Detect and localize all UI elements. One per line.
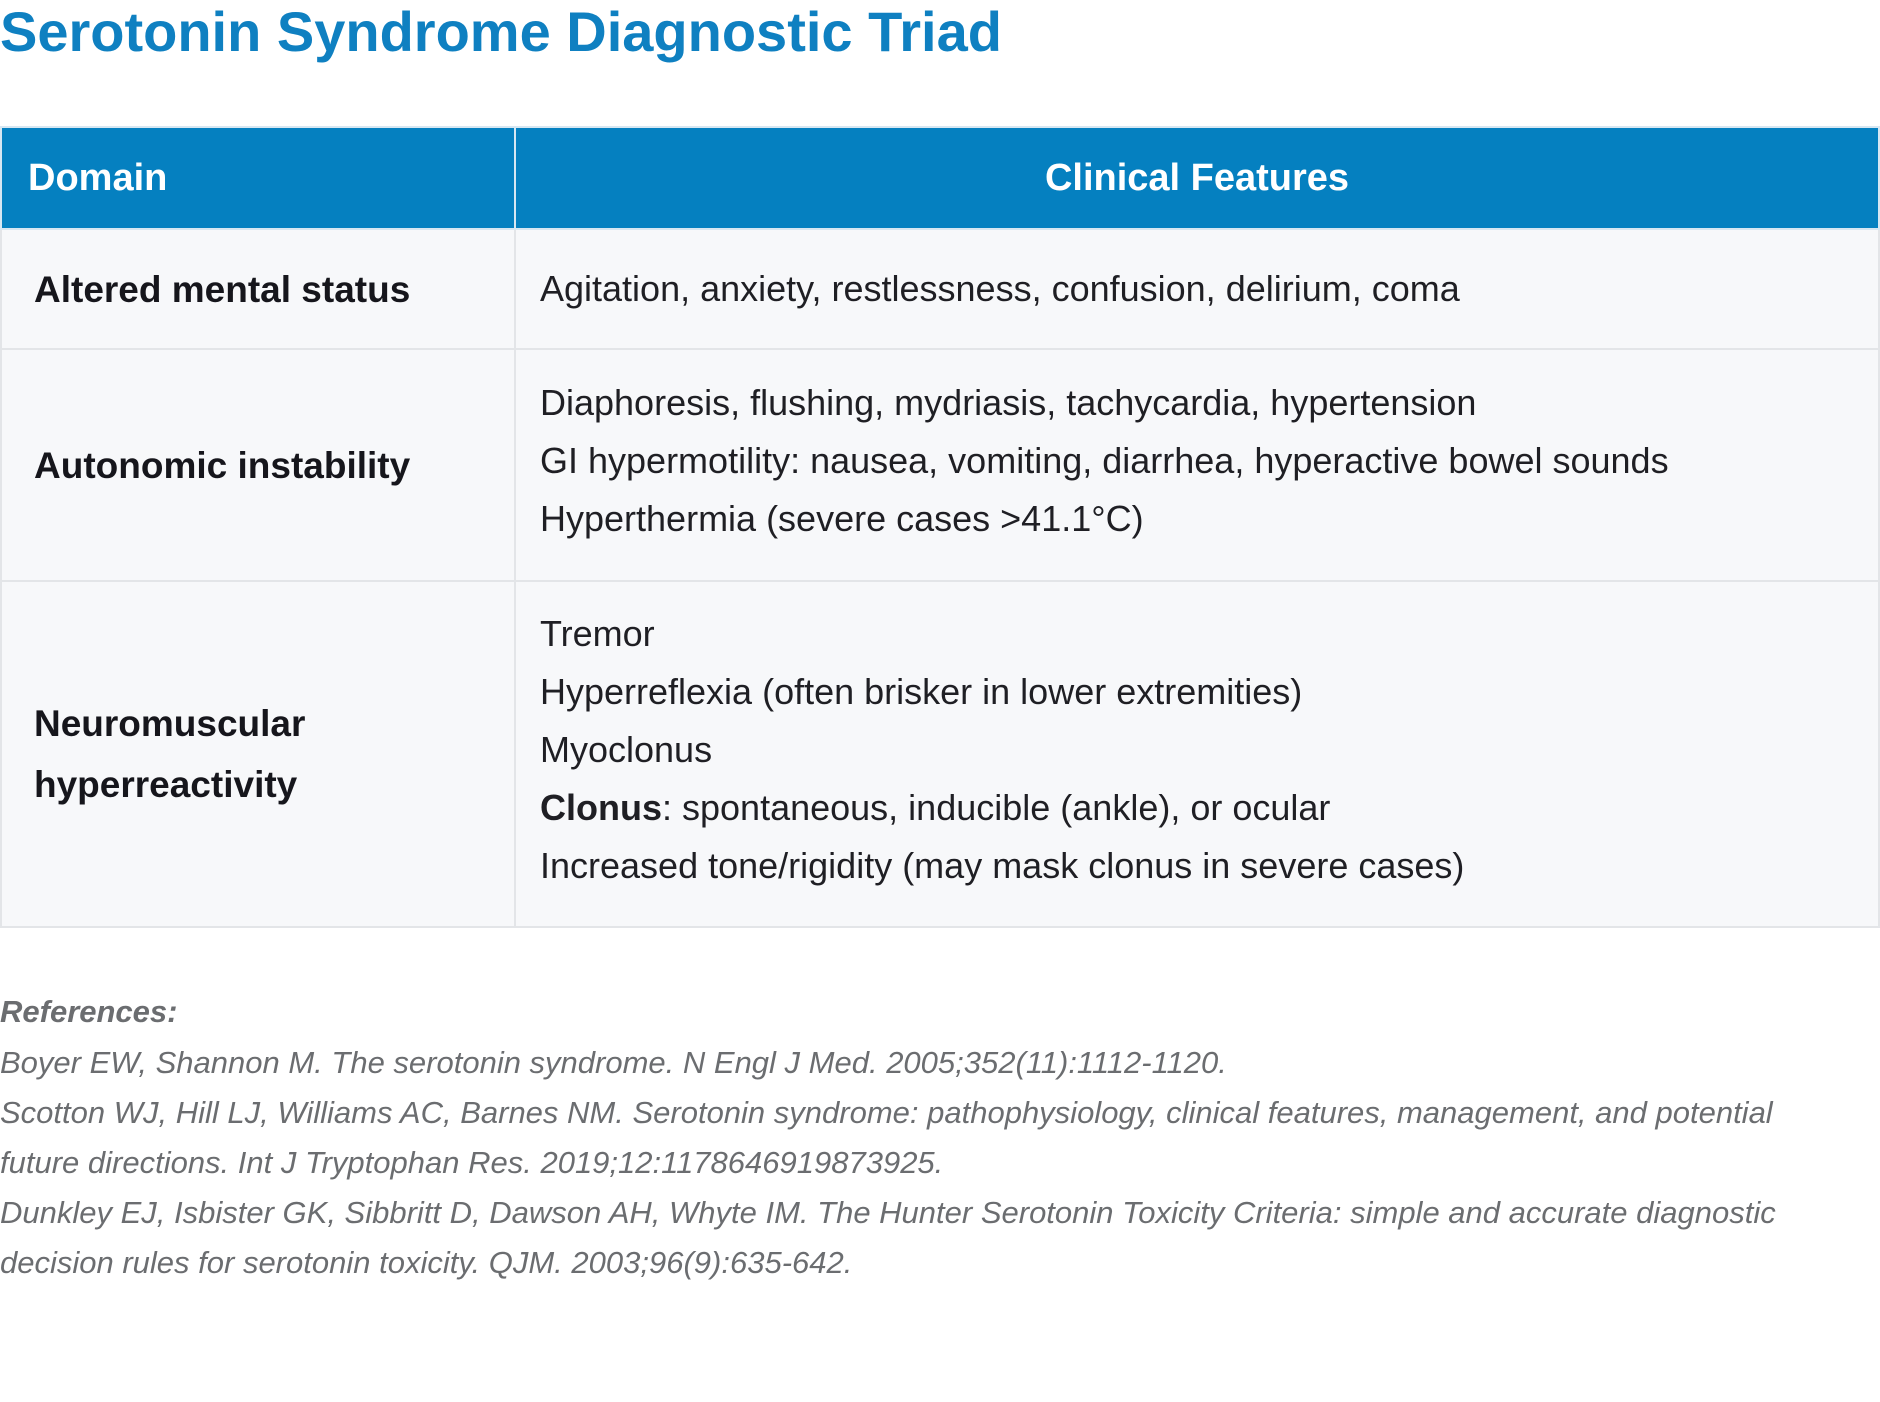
feature-item: GI hypermotility: nausea, vomiting, diarrhea, hyperactive bowel sounds: [540, 440, 1669, 481]
reference-item: Dunkley EJ, Isbister GK, Sibbritt D, Dawson AH, Whyte IM. The Hunter Serotonin Toxicity Criteria: simple and accurate diagnostic decision rules for serotonin toxicity. QJM. 2003;96(9):635-642.: [0, 1195, 1776, 1280]
page-title: Serotonin Syndrome Diagnostic Triad: [0, 0, 1002, 63]
diagnostic-triad-table: [0, 126, 1880, 928]
features-cell-neuromuscular-hyperreactivity: [515, 581, 1879, 927]
feature-item-clonus: [540, 779, 1854, 837]
features-cell-autonomic-instability: [515, 349, 1879, 581]
feature-item: Increased tone/rigidity (may mask clonus in severe cases): [540, 845, 1465, 886]
header-domain: Domain: [1, 127, 515, 229]
clonus-label: Clonus: [540, 787, 662, 828]
feature-item: Hyperreflexia (often brisker in lower extremities): [540, 671, 1303, 712]
domain-cell-neuromuscular-hyperreactivity: Neuromuscular hyperreactivity: [1, 581, 515, 927]
reference-item: Scotton WJ, Hill LJ, Williams AC, Barnes NM. Serotonin syndrome: pathophysiology, clinical features, management, and potential future directions. Int J Tryptophan Res. 2019;12:1178646919873925.: [0, 1095, 1773, 1180]
table-row: [1, 229, 1879, 349]
feature-item: Tremor: [540, 613, 655, 654]
references-heading: References:: [0, 994, 178, 1029]
references-section: [0, 986, 1860, 1288]
domain-cell-altered-mental-status: Altered mental status: [1, 229, 515, 349]
table-row: [1, 349, 1879, 581]
reference-item: Boyer EW, Shannon M. The serotonin syndrome. N Engl J Med. 2005;352(11):1112-1120.: [0, 1045, 1227, 1080]
feature-item: Myoclonus: [540, 729, 713, 770]
feature-item: Hyperthermia (severe cases >41.1°C): [540, 498, 1144, 539]
features-cell-altered-mental-status: [515, 229, 1879, 349]
feature-item: Agitation, anxiety, restlessness, confusion, delirium, coma: [540, 268, 1460, 309]
header-clinical-features: Clinical Features: [515, 127, 1879, 229]
table-row: [1, 581, 1879, 927]
table-header-row: [1, 127, 1879, 229]
clonus-description: : spontaneous, inducible (ankle), or ocular: [662, 787, 1331, 828]
feature-item: Diaphoresis, flushing, mydriasis, tachycardia, hypertension: [540, 382, 1477, 423]
domain-cell-autonomic-instability: Autonomic instability: [1, 349, 515, 581]
